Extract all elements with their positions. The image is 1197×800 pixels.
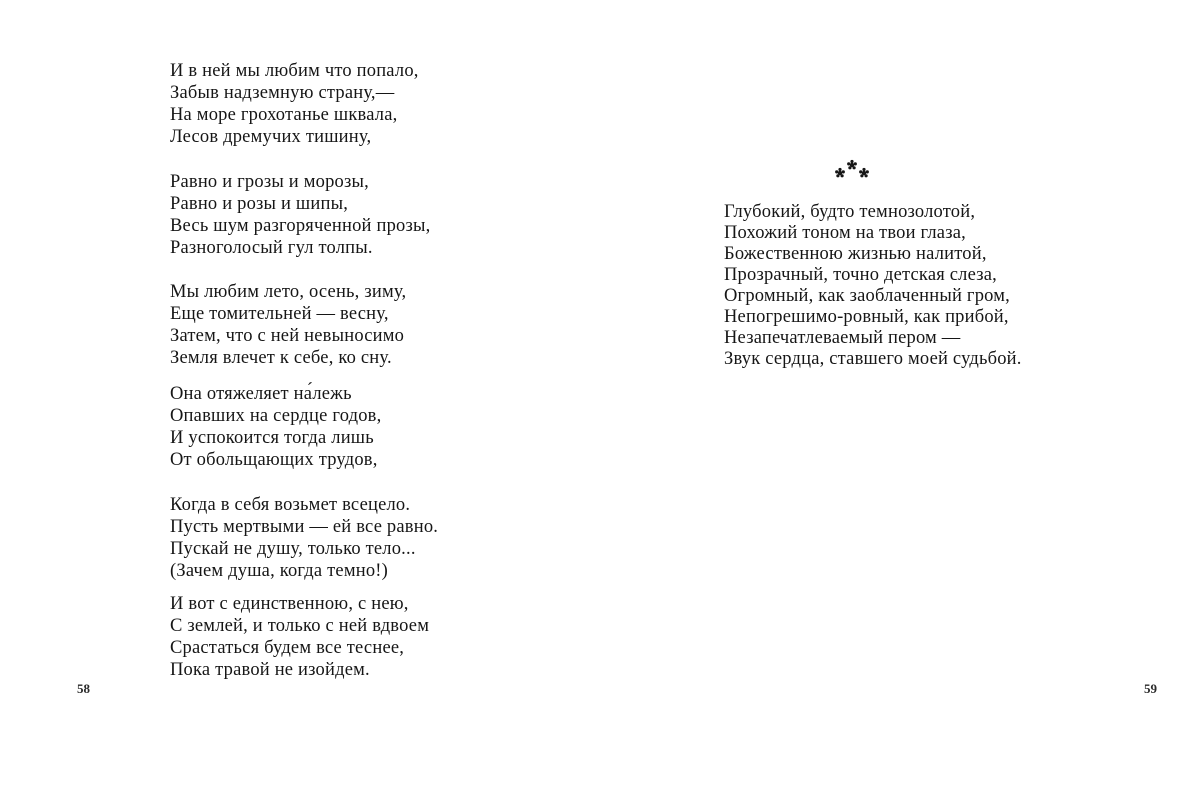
verse-line: И в ней мы любим что попало, xyxy=(170,61,419,81)
verse-line: Срастаться будем все теснее, xyxy=(170,638,405,658)
verse-line: Когда в себя возьмет всецело. xyxy=(170,495,411,515)
verse-line: Равно и грозы и морозы, xyxy=(170,172,369,192)
verse-line: Еще томительней — весну, xyxy=(170,304,389,324)
verse-line: Опавших на сердце годов, xyxy=(170,406,382,426)
verse-line: Забыв надземную страну,— xyxy=(170,83,395,103)
verse-line: Звук сердца, ставшего моей судьбой. xyxy=(724,349,1022,369)
verse-line: На море грохотанье шквала, xyxy=(170,105,398,125)
stanza xyxy=(724,202,1022,370)
verse-line: Незапечатлеваемый пером — xyxy=(724,328,961,348)
verse-line: От обольщающих трудов, xyxy=(170,450,378,470)
stanza xyxy=(170,494,438,582)
verse-line: Затем, что с ней невыносимо xyxy=(170,326,405,346)
verse-line: Пускай не душу, только тело... xyxy=(170,539,416,559)
stanza xyxy=(170,171,430,259)
page-number: 58 xyxy=(77,681,90,696)
verse-line: Пока травой не изойдем. xyxy=(170,660,370,680)
verse-line: Глубокий, будто темнозолотой, xyxy=(724,202,976,222)
verse-line: С землей, и только с ней вдвоем xyxy=(170,616,430,636)
verse-line: Лесов дремучих тишину, xyxy=(170,127,372,147)
verse-line: Мы любим лето, осень, зиму, xyxy=(170,282,407,302)
stanza xyxy=(170,383,381,471)
verse-line: Божественною жизнью налитой, xyxy=(724,244,987,264)
verse-line: Разноголосый гул толпы. xyxy=(170,238,373,258)
verse-line: Она отяжеляет на́лежь xyxy=(170,384,352,404)
verse-line: Похожий тоном на твои глаза, xyxy=(724,223,966,243)
verse-line: Пусть мертвыми — ей все равно. xyxy=(170,517,439,537)
page-number: 59 xyxy=(1144,681,1157,696)
verse-line: И успокоится тогда лишь xyxy=(170,428,374,448)
verse-line: И вот с единственною, с нею, xyxy=(170,594,409,614)
verse-line: Непогрешимо-ровный, как прибой, xyxy=(724,307,1009,327)
verse-line: Огромный, как заоблаченный гром, xyxy=(724,286,1010,306)
stanza xyxy=(170,593,429,681)
stanza xyxy=(170,281,406,369)
left-page xyxy=(0,0,598,800)
verse-line: (Зачем душа, когда темно!) xyxy=(170,561,389,581)
stanza xyxy=(170,60,419,148)
verse-line: Земля влечет к себе, ко сну. xyxy=(170,348,392,368)
verse-line: Равно и розы и шипы, xyxy=(170,194,349,214)
verse-line: Весь шум разгоряченной прозы, xyxy=(170,216,431,236)
right-page xyxy=(598,0,1197,800)
three-asterisks-icon xyxy=(832,156,872,182)
verse-line: Прозрачный, точно детская слеза, xyxy=(724,265,997,285)
